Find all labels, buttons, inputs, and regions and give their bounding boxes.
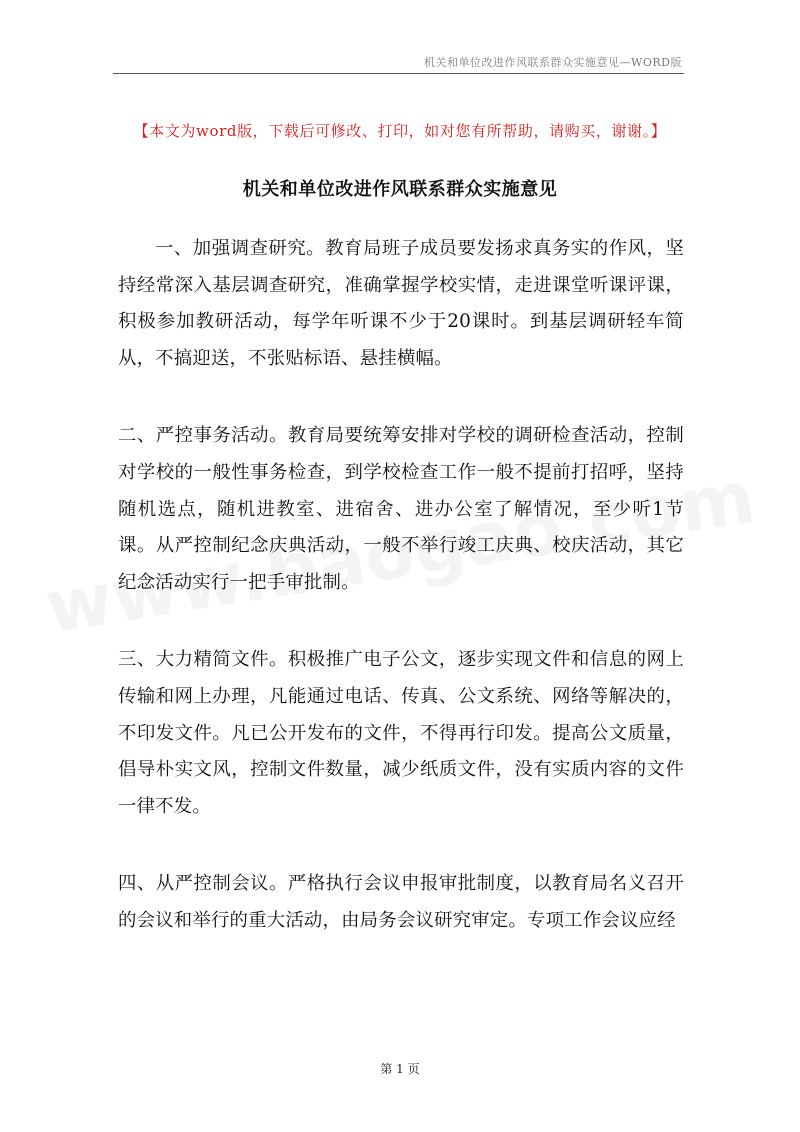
header-divider — [113, 73, 684, 74]
paragraph-2: 二、严控事务活动。教育局要统筹安排对学校的调研检查活动，控制对学校的一般性事务检查，到学校检查工作一般不提前打招呼，坚持随机选点，随机进教室、进宿舍、进办公室了解情况，至少听1节课。从严控制纪念庆典活动，一般不举行竣工庆典、校庆活动，其它纪念活动实行一把手审批制。 — [118, 425, 684, 593]
running-header: 机关和单位改进作风联系群众实施意见—WORD版 — [424, 56, 682, 69]
page-number: 第 1 页 — [380, 1062, 420, 1076]
document-body — [118, 231, 684, 940]
document-title: 机关和单位改进作风联系群众实施意见 — [242, 179, 558, 200]
download-notice: 【本文为word版，下载后可修改、打印，如对您有所帮助，请购买，谢谢。】 — [133, 122, 667, 140]
paragraph-1: 一、加强调查研究。教育局班子成员要发扬求真务实的作风，坚持经常深入基层调查研究，准确掌握学校实情，走进课堂听课评课，积极参加教研活动，每学年听课不少于20课时。到基层调研轻车简从，不搞迎送，不张贴标语、悬挂横幅。 — [118, 238, 684, 369]
paragraph-3: 三、大力精简文件。积极推广电子公文，逐步实现文件和信息的网上传输和网上办理，凡能通过电话、传真、公文系统、网络等解决的，不印发文件。凡已公开发布的文件，不得再行印发。提高公文质量，倡导朴实文风，控制文件数量，减少纸质文件，没有实质内容的文件一律不发。 — [118, 649, 684, 817]
paragraph-4: 四、从严控制会议。严格执行会议申报审批制度，以教育局名义召开的会议和举行的重大活动，由局务会议研究审定。专项工作会议应经 — [118, 873, 684, 931]
